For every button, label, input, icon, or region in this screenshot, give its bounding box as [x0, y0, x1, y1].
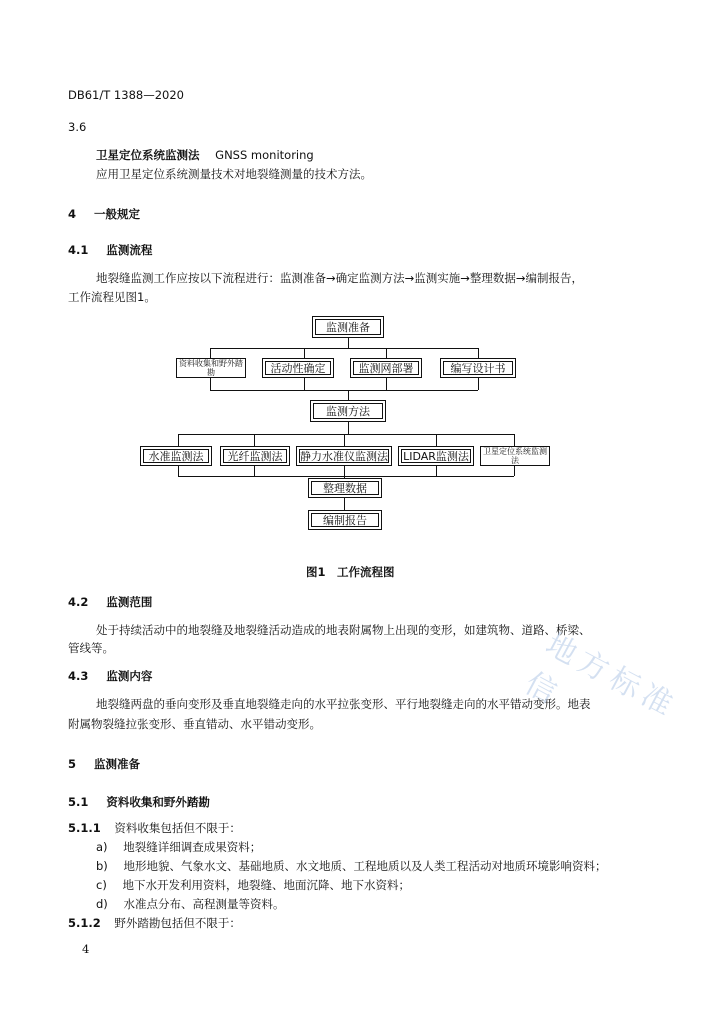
flow-box-network-deployment: 监测网部署	[350, 358, 422, 378]
list-item	[96, 877, 410, 893]
flow-box-report-writing: 编制报告	[308, 510, 382, 530]
term-chinese: 卫星定位系统监测法	[96, 148, 200, 162]
list-text: 地裂缝详细调查成果资料；	[123, 840, 262, 854]
clause-5-1-2	[68, 915, 241, 931]
flow-box-data-processing: 整理数据	[308, 478, 382, 498]
flow-box-design-writing: 编写设计书	[440, 358, 516, 378]
flow-box-fiber-method: 光纤监测法	[220, 446, 290, 466]
section-number: 4.1	[68, 243, 89, 257]
list-marker: a)	[96, 840, 108, 854]
page-number: 4	[82, 942, 90, 956]
list-marker: c)	[96, 878, 107, 892]
term-definition-title	[96, 147, 314, 163]
flow-box-lidar-method: LIDAR监测法	[398, 446, 474, 466]
paragraph-4-2-line2: 管线等。	[68, 641, 114, 655]
section-title: 资料收集和野外踏勘	[106, 795, 210, 809]
section-title: 监测流程	[106, 243, 153, 257]
figure-caption: 图1 工作流程图	[306, 565, 395, 579]
list-text: 水准点分布、高程测量等资料。	[123, 897, 285, 911]
flow-box-leveling-method: 水准监测法	[140, 446, 212, 466]
flow-box-static-level-method: 静力水准仪监测法	[296, 446, 392, 466]
paragraph-4-3-line1: 地裂缝两盘的垂向变形及垂直地裂缝走向的水平拉张变形、平行地裂缝走向的水平错动变形。地表	[96, 697, 591, 711]
section-number: 4	[68, 207, 77, 221]
section-heading-5-1	[68, 794, 210, 810]
paragraph-4-3-line2: 附属物裂缝拉张变形、垂直错动、水平错动变形。	[68, 717, 321, 731]
section-number: 5	[68, 757, 77, 771]
list-item	[96, 896, 284, 912]
section-heading-4-2	[68, 594, 152, 610]
flow-box-activity-determination: 活动性确定	[262, 358, 334, 378]
clause-text: 野外踏勘包括但不限于：	[114, 916, 241, 930]
section-title: 一般规定	[94, 207, 141, 221]
watermark: 地方标准信	[519, 627, 684, 726]
flow-box-data-collection: 资料收集和野外踏勘	[176, 358, 246, 378]
section-heading-4-1	[68, 242, 152, 258]
list-item	[96, 839, 261, 855]
flow-box-monitoring-method: 监测方法	[310, 400, 386, 422]
section-heading-4	[68, 206, 140, 222]
list-marker: d)	[96, 897, 108, 911]
section-title: 监测内容	[106, 669, 153, 683]
section-number: 5.1	[68, 795, 89, 809]
section-number: 4.2	[68, 595, 89, 609]
list-marker: b)	[96, 859, 108, 873]
section-title: 监测准备	[94, 757, 141, 771]
flow-box-monitoring-prep: 监测准备	[312, 316, 384, 338]
clause-number: 5.1.2	[68, 916, 101, 930]
list-text: 地形地貌、气象水文、基础地质、水文地质、工程地质以及人类工程活动对地质环境影响资料；	[123, 859, 607, 873]
clause-number: 5.1.1	[68, 821, 101, 835]
flow-box-gnss-method: 卫星定位系统监测法	[480, 446, 550, 466]
term-definition-text: 应用卫星定位系统测量技术对地裂缝测量的技术方法。	[96, 167, 372, 181]
section-title: 监测范围	[106, 595, 153, 609]
list-text: 地下水开发利用资料，地裂缝、地面沉降、地下水资料；	[122, 878, 410, 892]
clause-5-1-1	[68, 820, 241, 836]
section-heading-5	[68, 756, 140, 772]
clause-text: 资料收集包括但不限于：	[114, 821, 241, 835]
paragraph-4-1-line2: 工作流程见图1。	[68, 290, 156, 304]
section-number: 4.3	[68, 669, 89, 683]
document-code: DB61/T 1388—2020	[68, 88, 184, 102]
list-item	[96, 858, 606, 874]
term-english: GNSS monitoring	[215, 148, 314, 162]
section-number-3-6: 3.6	[68, 120, 87, 134]
paragraph-4-2-line1: 处于持续活动中的地裂缝及地裂缝活动造成的地表附属物上出现的变形，如建筑物、道路、桥梁、	[96, 623, 591, 637]
paragraph-4-1-line1: 地裂缝监测工作应按以下流程进行：监测准备→确定监测方法→监测实施→整理数据→编制报告，	[96, 271, 584, 285]
section-heading-4-3	[68, 668, 152, 684]
